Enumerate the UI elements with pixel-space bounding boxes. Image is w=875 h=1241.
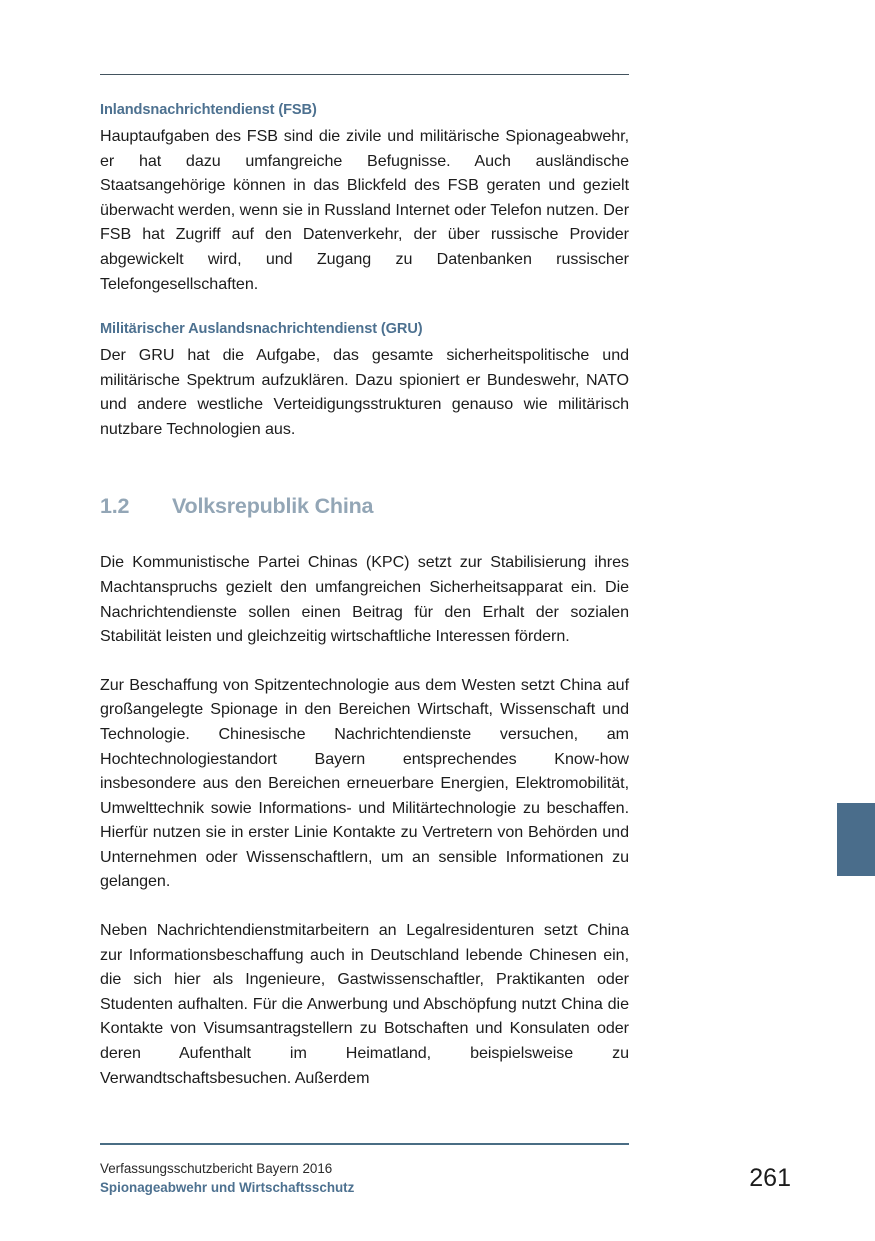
spacer <box>100 75 629 101</box>
spacer <box>100 441 629 493</box>
page-number: 261 <box>749 1164 791 1192</box>
paragraph-china-3: Neben Nachrichtendienstmitarbeitern an Legalresidenturen setzt China zur Informationsbeschaffung auch in Deutschland lebende Chinesen ein, die sich hier als Ingenieure, Gastwissenschaftler, Praktikanten oder Studenten aufhalten. Für die Anwerbung und Abschöpfung nutzt China die Kontakte von Visumsantragstellern zu Botschaften und Konsulaten oder deren Aufenthalt im Heimatland, beispielsweise zu Verwandtschaftsbesuchen. Außerdem <box>100 921 629 1087</box>
spacer <box>100 296 629 320</box>
section-number: 1.2 <box>100 494 130 519</box>
section-title: Volksrepublik China <box>172 494 374 519</box>
spacer <box>100 894 629 918</box>
paragraph-gru: Der GRU hat die Aufgabe, das gesamte sicherheitspolitische und militärische Spektrum aufzuklären. Dazu spioniert er Bundeswehr, NATO und andere westliche Verteidigungsstrukturen genauso wie militärisch nutzbare Technologien aus. <box>100 346 629 438</box>
footer-document-title: Verfassungsschutzbericht Bayern 2016 <box>100 1161 333 1176</box>
paragraph-china-2: Zur Beschaffung von Spitzentechnologie aus dem Westen setzt China auf großangelegte Spionage in den Bereichen Wirtschaft, Wissenschaft und Technologie. Chinesische Nachrichtendienste versuchen, am Hochtechnologiestandort Bayern entsprechendes Know-how insbesondere aus den Bereichen erneuerbare Energien, Elektromobilität, Umwelttechnik sowie Informations- und Militärtechnologie zu beschaffen. Hierfür nutzen sie in erster Linie Kontakte zu Vertretern von Behörden und Unternehmen oder Wissenschaftlern, um an sensible Informationen zu gelangen. <box>100 675 629 891</box>
spacer <box>100 649 629 673</box>
chapter-edge-tab-marker <box>837 803 875 876</box>
spacer <box>100 520 629 550</box>
page-content-column <box>100 0 629 1090</box>
paragraph-china-1: Die Kommunistische Partei Chinas (KPC) setzt zur Stabilisierung ihres Machtanspruchs gezielt den umfangreichen Sicherheitsapparat ein. Die Nachrichtendienste sollen einen Beitrag für den Erhalt der sozialen Stabilität leisten und gleichzeitig wirtschaftliche Interessen fördern. <box>100 553 629 646</box>
footer-text-block <box>100 1160 354 1197</box>
section-heading-china <box>100 493 629 520</box>
page-footer <box>100 1160 815 1197</box>
footer-rule <box>100 1143 629 1145</box>
subheading-gru: Militärischer Auslandsnachrichtendienst (GRU) <box>100 321 423 338</box>
paragraph-fsb: Hauptaufgaben des FSB sind die zivile und militärische Spionageabwehr, er hat dazu umfangreiche Befugnisse. Auch ausländische Staatsangehörige können in das Blickfeld des FSB geraten und gezielt überwacht werden, wenn sie in Russland Internet oder Telefon nutzen. Der FSB hat Zugriff auf den Datenverkehr, der über russische Provider abgewickelt wird, und Zugang zu Datenbanken russischer Telefongesellschaften. <box>100 126 629 293</box>
subheading-fsb: Inlandsnachrichtendienst (FSB) <box>100 102 317 118</box>
footer-chapter-title: Spionageabwehr und Wirtschaftsschutz <box>100 1179 355 1195</box>
